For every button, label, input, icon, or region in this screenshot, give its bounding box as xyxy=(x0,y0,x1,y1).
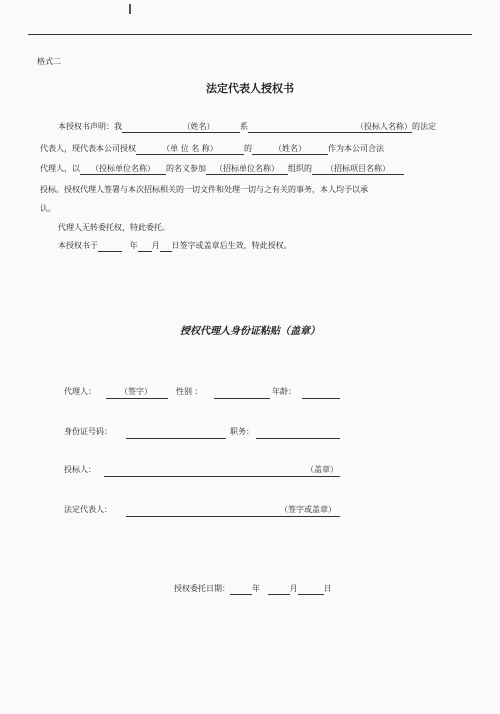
text: 代表人，现代表本公司授权 xyxy=(40,144,136,153)
text: 的法定 xyxy=(412,122,436,131)
gender-label: 性别 ： xyxy=(176,387,203,396)
field-hint: （招标单位名称） xyxy=(215,164,279,173)
field-hint: （姓名） xyxy=(274,144,306,153)
declaration-line-2 xyxy=(40,143,384,155)
unit-name-field xyxy=(136,144,244,155)
declaration-line-3 xyxy=(40,163,404,175)
date-label: 授权委托日期： xyxy=(174,584,230,593)
text: 日 xyxy=(323,584,332,593)
text: 本授权书声明：我 xyxy=(58,122,122,131)
authorization-date-line xyxy=(174,583,332,595)
bidder-label: 投标人： xyxy=(64,465,96,474)
text: 月 xyxy=(151,241,160,250)
age-line[interactable] xyxy=(302,398,340,399)
id-number-line[interactable] xyxy=(126,438,226,439)
id-number-label: 身份证号码： xyxy=(64,427,112,436)
bid-unit-field xyxy=(80,164,166,175)
legal-rep-sign-hint: （签字或盖章） xyxy=(280,505,336,514)
text: 年 xyxy=(252,584,260,593)
day-blank xyxy=(160,241,172,252)
field-hint: （招标项目名称） xyxy=(326,164,390,173)
date-year-blank[interactable] xyxy=(230,584,252,595)
scan-mark xyxy=(129,4,135,14)
legal-rep-line[interactable] xyxy=(126,516,340,517)
text: 作为本公司合法 xyxy=(328,144,384,153)
legal-rep-label: 法定代表人： xyxy=(64,505,112,514)
agent-sign-line[interactable] xyxy=(106,398,168,399)
date-day-blank[interactable] xyxy=(298,584,324,595)
text: 本授权书于 xyxy=(58,241,98,250)
field-hint: （单 位 名 称） xyxy=(162,144,218,153)
text: 组织的 xyxy=(288,164,312,173)
month-blank xyxy=(138,241,152,252)
date-month-blank[interactable] xyxy=(268,584,290,595)
name2-field xyxy=(252,144,328,155)
text: 代理人，以 xyxy=(40,164,80,173)
bidder-seal-hint: （盖章） xyxy=(306,465,338,474)
age-label: 年龄： xyxy=(272,387,296,396)
field-hint: （投标单位名称） xyxy=(91,164,155,173)
tender-project-field xyxy=(312,164,404,175)
bidder-name-field xyxy=(248,122,412,133)
position-label: 职务： xyxy=(230,427,254,436)
declaration-line-5: 认。 xyxy=(40,204,56,213)
agent-sign-hint: （签字） xyxy=(120,387,152,396)
effective-date-line xyxy=(58,240,292,252)
position-line[interactable] xyxy=(256,438,340,439)
name-field xyxy=(122,122,240,133)
gender-line[interactable] xyxy=(214,398,270,399)
format-label: 格式二 xyxy=(37,57,61,66)
declaration-line-1 xyxy=(58,121,436,133)
text: 的名义参加 xyxy=(166,164,206,173)
text: 日签字或盖章后生效，特此授权。 xyxy=(171,241,292,250)
id-paste-title: 授权代理人身份证粘贴（盖章） xyxy=(180,326,320,337)
text: 年 xyxy=(129,241,138,250)
bidder-line[interactable] xyxy=(104,476,340,477)
field-hint: （投标人名称） xyxy=(356,122,412,131)
field-hint: （姓名） xyxy=(182,122,215,131)
text: 的 xyxy=(244,144,252,153)
tender-unit-field xyxy=(206,164,288,175)
no-delegation-line: 代理人无转委托权，特此委托。 xyxy=(58,223,170,232)
text: 系 xyxy=(240,122,248,131)
year-blank xyxy=(98,241,122,252)
document-title: 法定代表人授权书 xyxy=(206,82,294,95)
agent-label: 代理人： xyxy=(64,387,96,396)
header-rule xyxy=(28,34,472,35)
declaration-line-4: 投标。授权代理人签署与本次招标相关的一切文件和处理一切与之有关的事务，本人均予以承 xyxy=(40,185,368,194)
text: 月 xyxy=(289,584,298,593)
